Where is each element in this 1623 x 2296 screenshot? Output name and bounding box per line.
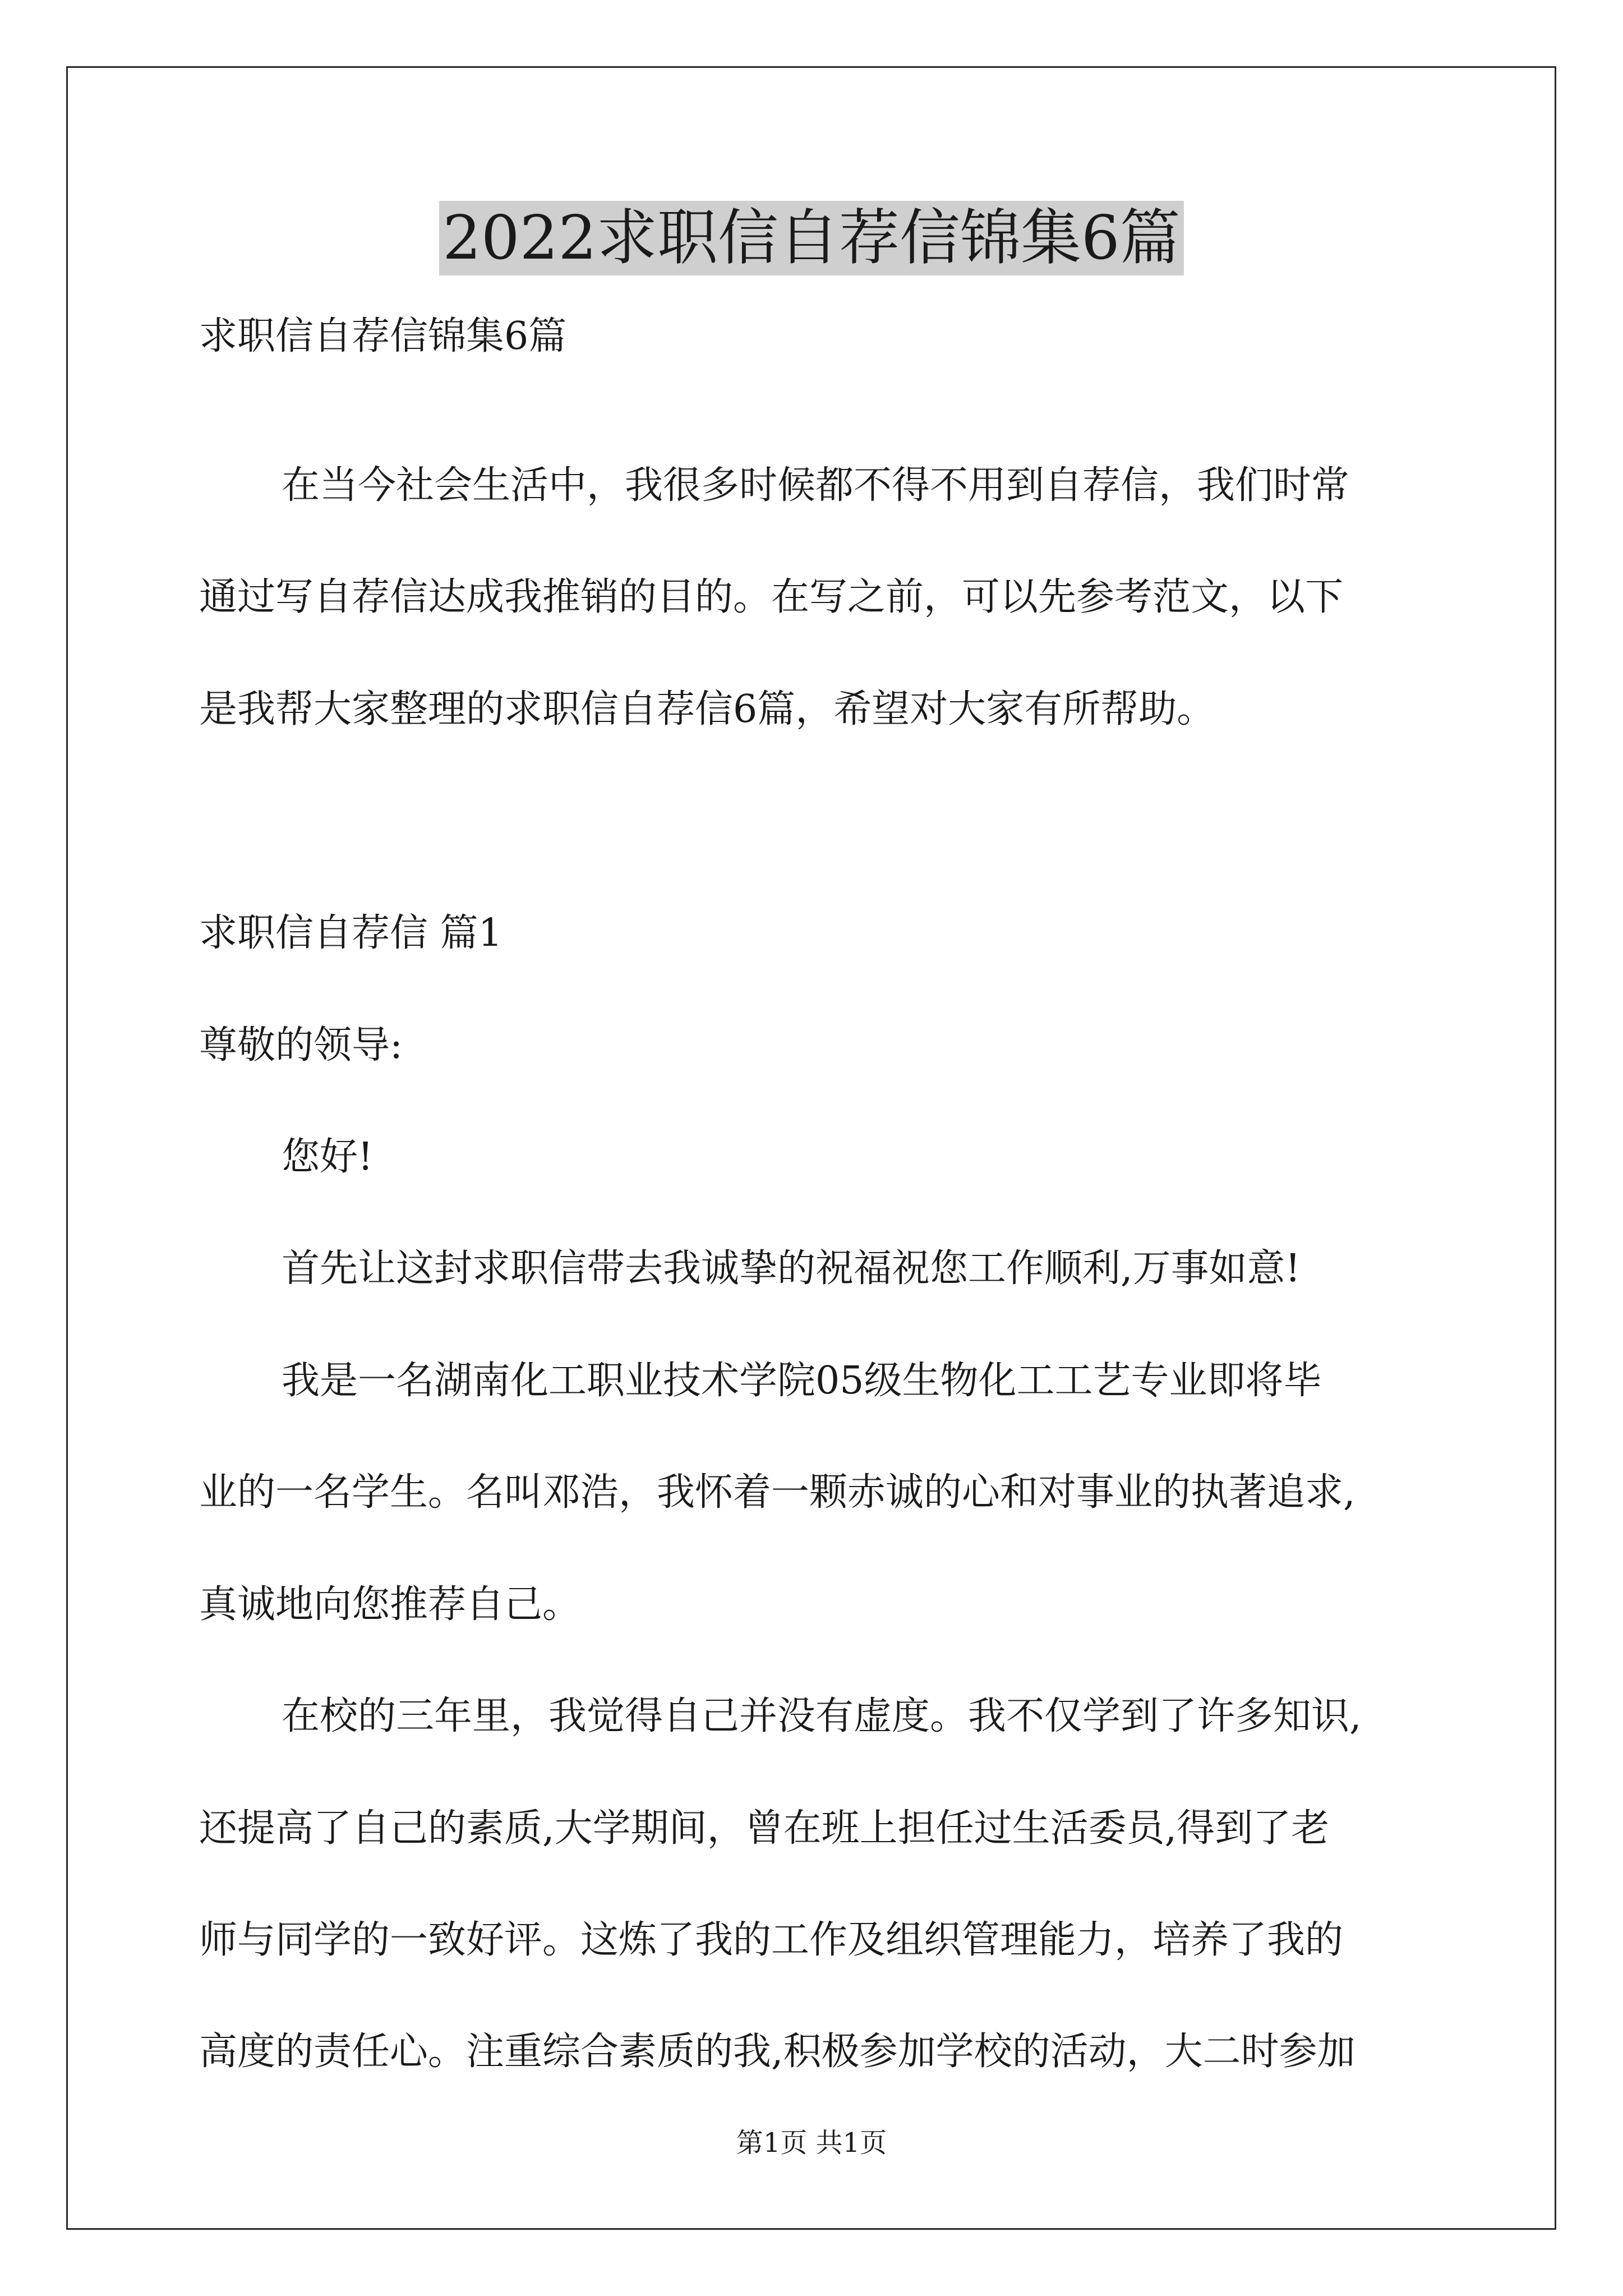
paragraph-line: 真诚地向您推荐自己。 [199, 1582, 581, 1627]
paragraph-line: 还提高了自己的素质,大学期间，曾在班上担任过生活委员,得到了老 [199, 1806, 1330, 1851]
paragraph-line: 是我帮大家整理的求职信自荐信6篇，希望对大家有所帮助。 [199, 687, 1215, 731]
page-footer: 第1页 共1页 [736, 2127, 887, 2159]
salutation: 尊敬的领导: [199, 1023, 403, 1068]
paragraph-line: 通过写自荐信达成我推销的目的。在写之前，可以先参考范文，以下 [199, 575, 1344, 619]
section-heading: 求职信自荐信 篇1 [199, 911, 502, 955]
paragraph-line: 在当今社会生活中，我很多时候都不得不用到自荐信，我们时常 [282, 463, 1350, 508]
paragraph-line: 师与同学的一致好评。这炼了我的工作及组织管理能力，培养了我的 [199, 1918, 1344, 1962]
greeting: 您好! [282, 1135, 374, 1179]
paragraph-line: 我是一名湖南化工职业技术学院05级生物化工工艺专业即将毕 [282, 1359, 1322, 1403]
document-title [0, 199, 1623, 278]
paragraph-line: 在校的三年里，我觉得自己并没有虚度。我不仅学到了许多知识, [282, 1694, 1362, 1738]
paragraph-line: 业的一名学生。名叫邓浩，我怀着一颗赤诚的心和对事业的执著追求, [199, 1470, 1355, 1515]
subtitle-line: 求职信自荐信锦集6篇 [199, 314, 567, 358]
paragraph-line: 首先让这封求职信带去我诚挚的祝福祝您工作顺利,万事如意! [282, 1246, 1301, 1291]
document-title-text: 2022求职信自荐信锦集6篇 [439, 201, 1184, 275]
paragraph-line: 高度的责任心。注重综合素质的我,积极参加学校的活动，大二时参加 [199, 2030, 1355, 2074]
